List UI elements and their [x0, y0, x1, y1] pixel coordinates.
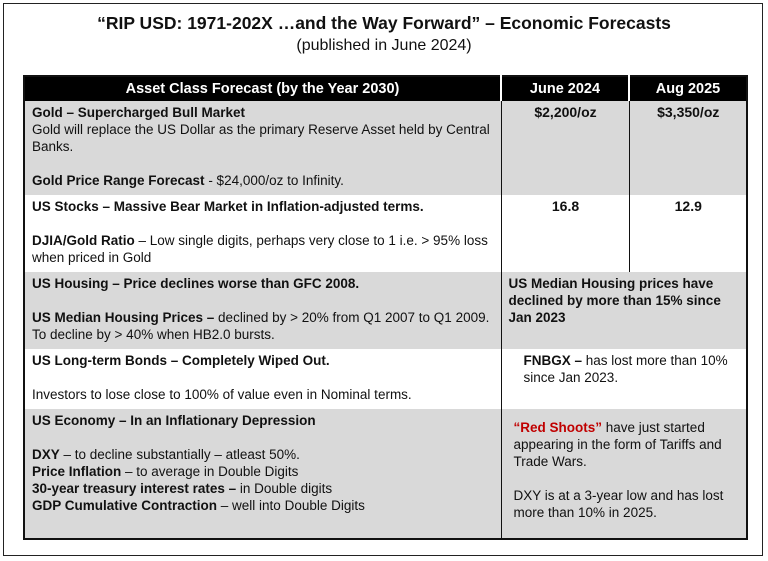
housing-status: [501, 272, 747, 349]
stocks-june-2024-value: 16.8: [501, 195, 629, 272]
page-title: “RIP USD: 1971-202X …and the Way Forward” – Economic Forecasts: [97, 13, 671, 33]
stocks-heading: US Stocks – Massive Bear Market in Inflation-adjusted terms.: [32, 199, 424, 214]
bonds-line: Investors to lose close to 100% of value even in Nominal terms.: [32, 387, 412, 402]
bonds-description: [24, 349, 501, 409]
housing-status-text: US Median Housing prices have declined by more than 15% since Jan 2023: [508, 276, 721, 325]
economy-gdp: GDP Cumulative Contraction – well into Double Digits: [32, 498, 365, 513]
dxy-status-note: DXY is at a 3-year low and has lost more than 10% in 2025.: [513, 488, 724, 520]
economy-inflation: Price Inflation – to average in Double Digits: [32, 464, 299, 479]
fnbgx-label: FNBGX –: [523, 353, 583, 368]
gold-june-2024-value: $2,200/oz: [501, 101, 629, 195]
economy-heading: US Economy – In an Inflationary Depression: [32, 413, 316, 428]
red-shoots-note: “Red Shoots” have just started appearing in the form of Tariffs and Trade Wars.: [513, 420, 722, 469]
gold-range: Gold Price Range Forecast - $24,000/oz to Infinity.: [32, 173, 344, 188]
table-row-bonds: [24, 349, 747, 409]
table-header-row: [24, 76, 747, 101]
forecast-table: [23, 75, 748, 540]
stocks-description: [24, 195, 501, 272]
economy-rates: 30-year treasury interest rates – in Double digits: [32, 481, 333, 496]
housing-prices: US Median Housing Prices – declined by > 20% from Q1 2007 to Q1 2009. To decline by > 40% when HB2.0 bursts.: [32, 310, 490, 342]
gold-line: Gold will replace the US Dollar as the primary Reserve Asset held by Central Banks.: [32, 122, 490, 154]
page-subtitle: (published in June 2024): [296, 37, 472, 54]
table-row-housing: [24, 272, 747, 349]
economy-description: [24, 409, 501, 539]
stocks-ratio: DJIA/Gold Ratio – Low single digits, perhaps very close to 1 i.e. > 95% loss when priced in Gold: [32, 233, 488, 265]
bonds-status: [501, 349, 747, 409]
header-asset-class: Asset Class Forecast (by the Year 2030): [24, 76, 501, 101]
gold-aug-2025-value: $3,350/oz: [629, 101, 747, 195]
header-aug-2025: Aug 2025: [629, 76, 747, 101]
stocks-aug-2025-value: 12.9: [629, 195, 747, 272]
fnbgx-text: has lost more than 10% since Jan 2023.: [523, 353, 728, 385]
table-row-stocks: [24, 195, 747, 272]
bonds-heading: US Long-term Bonds – Completely Wiped Out.: [32, 353, 330, 368]
table-row-gold: [24, 101, 747, 195]
economy-dxy: DXY – to decline substantially – atleast 50%.: [32, 447, 300, 462]
table-row-economy: [24, 409, 747, 539]
gold-heading: Gold – Supercharged Bull Market: [32, 105, 246, 120]
header-june-2024: June 2024: [501, 76, 629, 101]
gold-description: [24, 101, 501, 195]
housing-heading: US Housing – Price declines worse than GFC 2008.: [32, 276, 360, 291]
economy-status: [501, 409, 747, 539]
housing-description: [24, 272, 501, 349]
